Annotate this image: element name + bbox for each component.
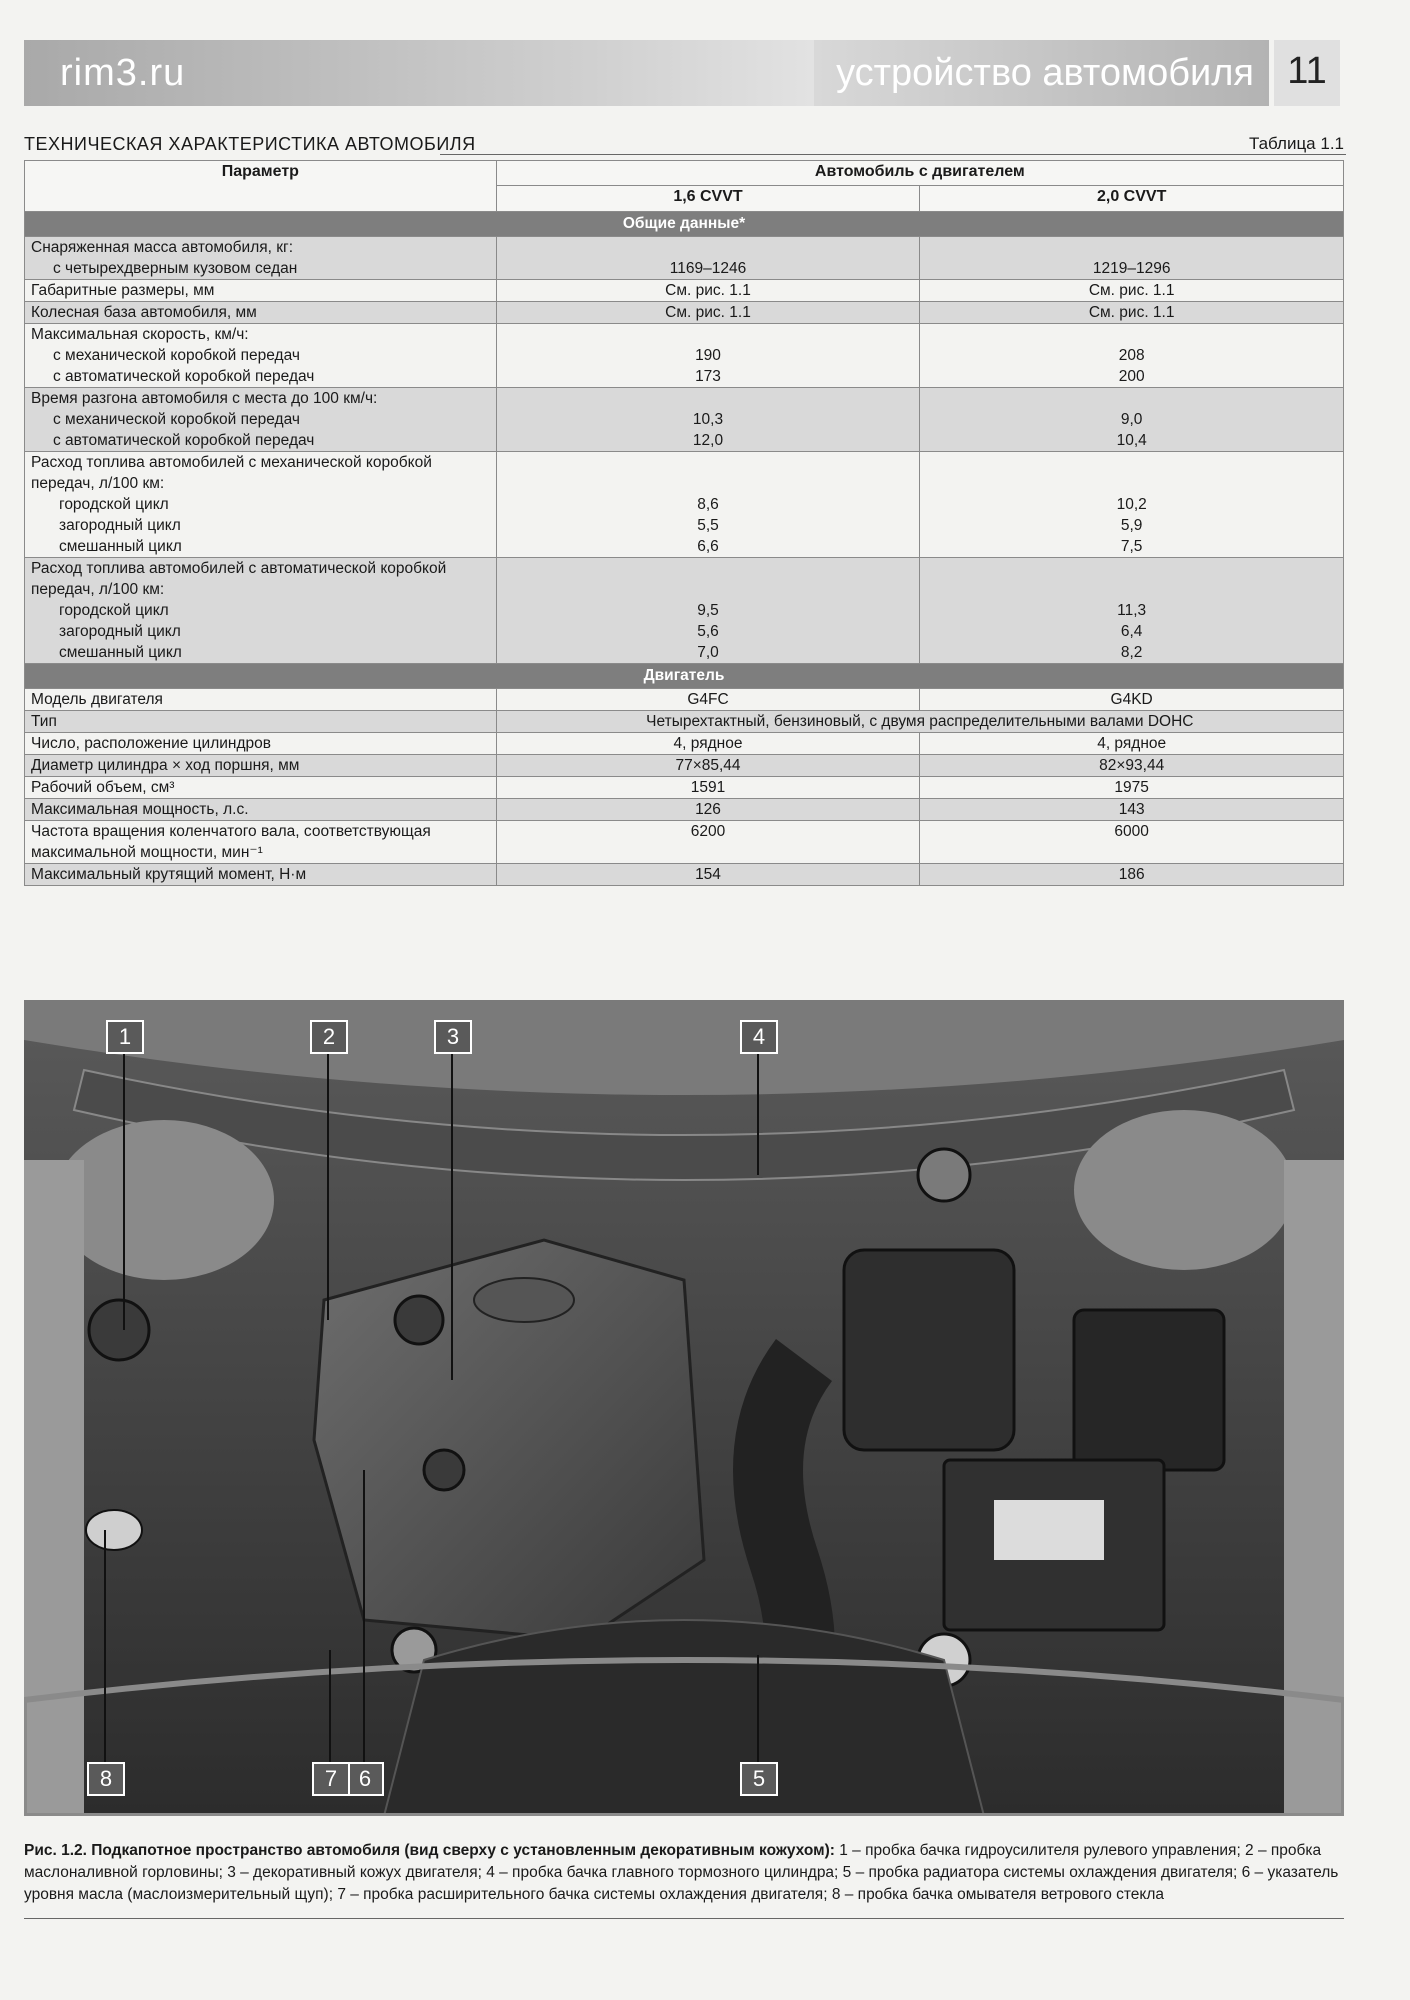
table-row [25, 777, 1344, 799]
row-sublabel: с автоматической коробкой передач [53, 368, 315, 385]
table-row [25, 388, 1344, 452]
callout-3: 3 [434, 1020, 472, 1054]
cell-value: 7,5 [1120, 538, 1143, 555]
row-sublabel: смешанный цикл [59, 644, 182, 661]
section-label: Общие данные* [25, 212, 1344, 237]
row-label: Максимальный крутящий момент, Н·м [25, 864, 497, 886]
cell-value: 173 [695, 368, 721, 385]
row-sublabel: загородный цикл [59, 623, 181, 640]
left-fender [24, 1160, 84, 1816]
cell-value: 82×93,44 [920, 755, 1344, 777]
bottom-rule [24, 1918, 1344, 1919]
table-row [25, 237, 1344, 280]
cell-value: См. рис. 1.1 [920, 280, 1344, 302]
right-strut-tower [1074, 1110, 1294, 1270]
cell-value: 10,2 [1116, 496, 1147, 513]
cell-value: 77×85,44 [496, 755, 920, 777]
callout-1: 1 [106, 1020, 144, 1054]
washer-cap [86, 1510, 142, 1550]
cell-value: 6,4 [1120, 623, 1143, 640]
title-rule [440, 154, 1346, 155]
leader-line-2 [327, 1040, 329, 1320]
page-header [24, 40, 1340, 108]
table-row [25, 733, 1344, 755]
col-param-header: Параметр [25, 161, 497, 212]
cell-value: 1219–1296 [1092, 260, 1171, 277]
section-row-general [25, 212, 1344, 237]
section-label: Двигатель [25, 664, 1344, 689]
cell-value: 5,5 [697, 517, 719, 534]
col-b-header: 2,0 CVVT [920, 186, 1344, 212]
table-row [25, 452, 1344, 558]
cell-value: 1169–1246 [669, 260, 747, 277]
cell-value: G4KD [920, 689, 1344, 711]
radiator-cover [384, 1620, 984, 1816]
cell-value: 9,5 [697, 602, 719, 619]
callout-2: 2 [310, 1020, 348, 1054]
engine-bay-photo [24, 1000, 1344, 1816]
leader-line-3 [451, 1040, 453, 1380]
row-label: Рабочий объем, см³ [25, 777, 497, 799]
cell-value: 1591 [496, 777, 920, 799]
row-label: Габаритные размеры, мм [25, 280, 497, 302]
cell-value: 7,0 [697, 644, 719, 661]
oil-filler-cap [395, 1296, 443, 1344]
row-label: Диаметр цилиндра × ход поршня, мм [25, 755, 497, 777]
cell-value: 6200 [496, 821, 920, 864]
row-label: Модель двигателя [25, 689, 497, 711]
cell-value: 5,9 [1120, 517, 1143, 534]
leader-line-1 [123, 1040, 125, 1330]
power-steering-cap [89, 1300, 149, 1360]
callout-4: 4 [740, 1020, 778, 1054]
cell-value: 11,3 [1117, 602, 1147, 619]
cell-value: 200 [1118, 368, 1145, 385]
cell-value: 6,6 [697, 538, 719, 555]
cell-value: 126 [496, 799, 920, 821]
brake-reservoir-cap [918, 1149, 970, 1201]
table-label: Таблица 1.1 [1248, 134, 1344, 153]
air-filter-box [844, 1250, 1014, 1450]
section-title: устройство автомобиля [836, 52, 1254, 94]
cell-value: 6000 [920, 821, 1344, 864]
cell-value: 9,0 [1120, 411, 1143, 428]
row-label: Тип [25, 711, 497, 733]
cell-value: 143 [920, 799, 1344, 821]
left-strut-tower [54, 1120, 274, 1280]
page-number: 11 [1287, 50, 1327, 92]
row-sublabel: городской цикл [59, 496, 169, 513]
callout-7: 7 [312, 1762, 350, 1796]
table-row [25, 689, 1344, 711]
battery-label [994, 1500, 1104, 1560]
table-row [25, 755, 1344, 777]
row-sublabel: с механической коробкой передач [53, 411, 300, 428]
page-number-box [1274, 40, 1340, 106]
cell-value: 8,6 [697, 496, 719, 513]
row-label: Частота вращения коленчатого вала, соответствующая [31, 823, 431, 840]
figure-caption [24, 1840, 1344, 1906]
cell-value: 1975 [920, 777, 1344, 799]
row-sublabel: городской цикл [59, 602, 169, 619]
row-label-cont: передач, л/100 км: [31, 475, 165, 492]
callout-6: 6 [346, 1762, 384, 1796]
cell-value: См. рис. 1.1 [920, 302, 1344, 324]
row-label: Максимальная скорость, км/ч: [31, 326, 249, 343]
caption-text: 1 – пробка бачка гидроусилителя рулевого управления; 2 – пробка маслоналивной горловины; 3 – декоративный кожух двигателя; 4 – пробка бачка главного тормозного цилиндра; 5 – пробка радиатора системы охлаждения двигателя; 6 – указатель уровня масла (маслоизмерительный щуп); 7 – пробка расширительного бачка системы охлаждения двигателя; 8 – пробка бачка омывателя ветрового стекла [24, 1842, 1339, 1903]
cell-value: См. рис. 1.1 [496, 302, 920, 324]
caption-title: Рис. 1.2. Подкапотное пространство автомобиля (вид сверху с установленным декоративным кожухом): [24, 1842, 835, 1859]
table-header-row [25, 161, 1344, 186]
cell-value: 12,0 [692, 432, 724, 449]
cell-value: 4, рядное [496, 733, 920, 755]
kia-badge [474, 1278, 574, 1322]
fuse-box [1074, 1310, 1224, 1470]
row-sublabel: с четырехдверным кузовом седан [53, 260, 298, 277]
cell-value: 10,3 [692, 411, 724, 428]
cell-value: G4FC [496, 689, 920, 711]
cell-value: 10,4 [1116, 432, 1147, 449]
row-label-cont: максимальной мощности, мин⁻¹ [31, 844, 263, 861]
leader-line-6 [363, 1470, 365, 1770]
row-sublabel: с автоматической коробкой передач [53, 432, 315, 449]
site-name: rim3.ru [60, 52, 186, 94]
col-a-header: 1,6 CVVT [496, 186, 920, 212]
table-row [25, 711, 1344, 733]
row-label-cont: передач, л/100 км: [31, 581, 165, 598]
row-label: Расход топлива автомобилей с автоматической коробкой [31, 560, 447, 577]
engine-bay-illustration [24, 1000, 1344, 1816]
table-row [25, 864, 1344, 886]
dipstick [424, 1450, 464, 1490]
cell-value: 190 [695, 347, 721, 364]
right-fender [1284, 1160, 1344, 1816]
section-row-engine [25, 664, 1344, 689]
cell-value: См. рис. 1.1 [496, 280, 920, 302]
leader-line-7 [329, 1650, 331, 1770]
leader-line-4 [757, 1040, 759, 1175]
table-row [25, 280, 1344, 302]
row-sublabel: с механической коробкой передач [53, 347, 300, 364]
cell-value: 4, рядное [920, 733, 1344, 755]
table-row [25, 558, 1344, 664]
table-row [25, 821, 1344, 864]
cell-value: 5,6 [697, 623, 719, 640]
leader-line-5 [757, 1655, 759, 1770]
document-title: ТЕХНИЧЕСКАЯ ХАРАКТЕРИСТИКА АВТОМОБИЛЯ [24, 134, 476, 154]
row-label: Снаряженная масса автомобиля, кг: [31, 239, 294, 256]
cell-value: Четырехтактный, бензиновый, с двумя распределительными валами DOHC [496, 711, 1343, 733]
table-row [25, 324, 1344, 388]
leader-line-8 [104, 1530, 106, 1770]
col-group-header: Автомобиль с двигателем [496, 161, 1343, 186]
cell-value: 8,2 [1120, 644, 1143, 661]
cell-value: 154 [496, 864, 920, 886]
callout-8: 8 [87, 1762, 125, 1796]
row-label: Расход топлива автомобилей с механической коробкой [31, 454, 432, 471]
cell-value: 186 [920, 864, 1344, 886]
row-label: Максимальная мощность, л.с. [25, 799, 497, 821]
table-row [25, 302, 1344, 324]
callout-5: 5 [740, 1762, 778, 1796]
row-sublabel: загородный цикл [59, 517, 181, 534]
row-label: Колесная база автомобиля, мм [25, 302, 497, 324]
row-label: Число, расположение цилиндров [25, 733, 497, 755]
table-row [25, 799, 1344, 821]
row-sublabel: смешанный цикл [59, 538, 182, 555]
cell-value: 208 [1118, 347, 1145, 364]
row-label: Время разгона автомобиля с места до 100 км/ч: [31, 390, 378, 407]
spec-table [24, 160, 1344, 886]
